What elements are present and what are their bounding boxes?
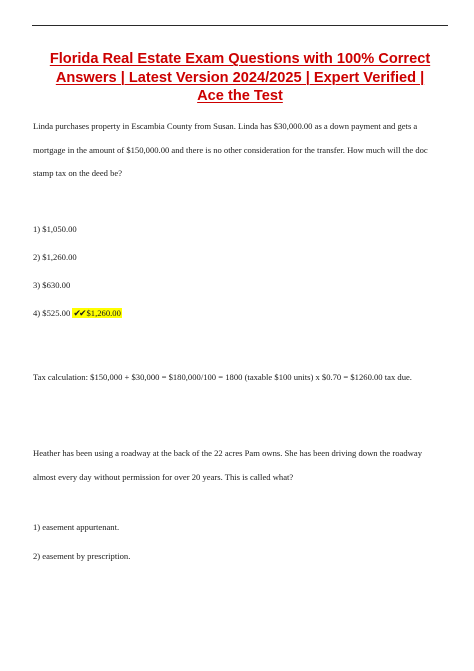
question-1-option-2: 2) $1,260.00 bbox=[33, 252, 77, 262]
question-1-option-3: 3) $630.00 bbox=[33, 280, 71, 290]
document-title: Florida Real Estate Exam Questions with 100% Correct Answers | Latest Version 2024/2025 | Expert Verified | Ace the Test bbox=[49, 51, 431, 105]
answer-explanation: Tax calculation: $150,000 + $30,000 = $180,000/100 = 1800 (taxable $100 units) x $0.70 = $1260.00 tax due. bbox=[33, 372, 412, 382]
answer-highlight bbox=[72, 308, 121, 318]
question-1-option-4-label: 4) $525.00 bbox=[33, 308, 71, 318]
question-1-option-4 bbox=[33, 306, 122, 321]
question-2-option-2: 2) easement by prescription. bbox=[33, 551, 131, 561]
question-2-option-1: 1) easement appurtenant. bbox=[33, 522, 120, 532]
correct-answer: $1,260.00 bbox=[86, 308, 121, 318]
check-mark-icon: ✔✔ bbox=[73, 309, 85, 319]
header-rule bbox=[32, 25, 448, 26]
question-1-text: Linda purchases property in Escambia County from Susan. Linda has $30,000.00 as a down payment and gets a mortgage in the amount of $150,000.00 and there is no other consideration for the transfer. How much will the doc stamp tax on the deed be? bbox=[33, 121, 428, 178]
question-1-option-1: 1) $1,050.00 bbox=[33, 224, 77, 234]
question-2-text: Heather has been using a roadway at the back of the 22 acres Pam owns. She has been driving down the roadway almost every day without permission for over 20 years. This is called what? bbox=[33, 448, 422, 482]
